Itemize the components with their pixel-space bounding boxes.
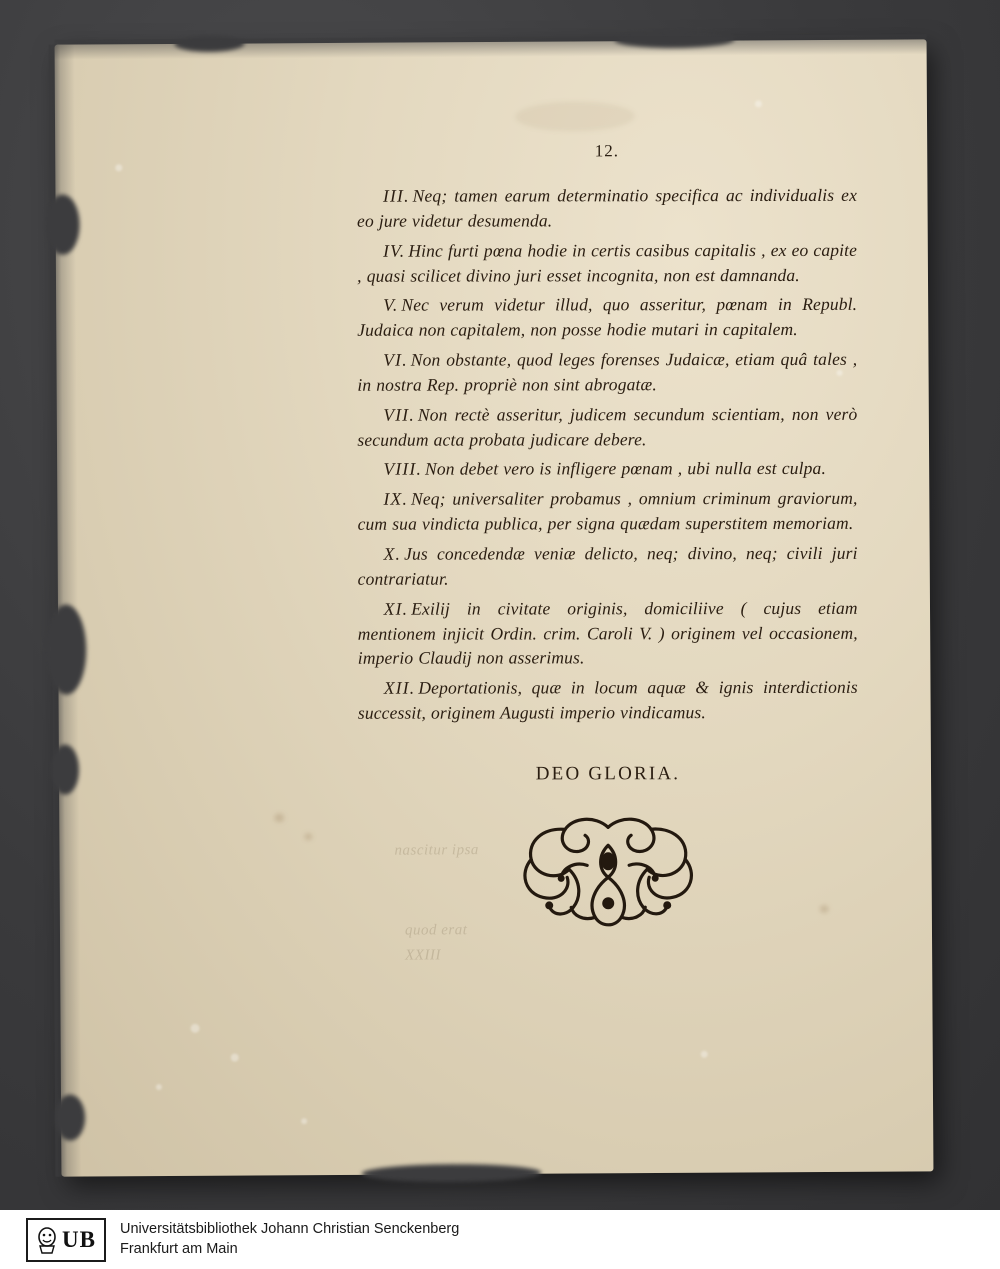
thesis-paragraph — [357, 402, 857, 453]
thesis-number: IX. — [383, 488, 409, 509]
paper-fiber — [301, 1118, 307, 1124]
show-through-text: quod erat — [404, 922, 468, 939]
show-through-text: XXIII — [405, 947, 441, 964]
show-through-text: nascitur ipsa — [394, 842, 479, 859]
paper-stain — [274, 813, 284, 822]
library-name-line1: Universitätsbibliothek Johann Christian Senckenberg — [120, 1220, 460, 1237]
library-name — [120, 1220, 459, 1259]
thesis-text: Neq; tamen earum determinatio specifica ac individualis ex eo jure videtur desumenda. — [357, 184, 858, 231]
library-name-line2: Frankfurt am Main — [120, 1240, 238, 1257]
paper-fiber — [115, 164, 122, 171]
thesis-number: V. — [383, 295, 399, 316]
thesis-text: Hinc furti pœna hodie in certis casibus capitalis , ex eo capite , quasi scilicet divino juri esset incognita, non est damnanda. — [357, 239, 858, 286]
thesis-number: XI. — [383, 598, 409, 619]
printed-text-block — [357, 141, 858, 942]
thesis-paragraph — [357, 347, 857, 398]
paper-edge-notch — [51, 745, 79, 795]
thesis-paragraph — [357, 238, 857, 289]
paper-edge-notch — [46, 604, 87, 694]
ub-logo-text: UB — [62, 1226, 96, 1252]
paper-edge-notch — [174, 36, 244, 52]
thesis-paragraph — [358, 596, 858, 671]
paper-edge-notch — [55, 1095, 85, 1141]
paper-edge-notch — [614, 32, 734, 49]
paper-fiber — [231, 1054, 239, 1062]
library-seal-icon — [36, 1226, 58, 1254]
thesis-number: VII. — [383, 404, 415, 425]
thesis-text: Nec verum videtur illud, quo asseritur, pœnam in Republ. Judaica non capitalem, non posse hodie mutari in capitalem. — [357, 294, 858, 340]
thesis-paragraph — [358, 541, 858, 592]
thesis-paragraph — [357, 456, 857, 482]
thesis-text: Neq; universaliter probamus , omnium criminum graviorum, cum sua vindicta publica, per signa quædam superstitem memoriam. — [357, 488, 858, 534]
thesis-text: Non debet vero is infligere pœnam , ubi nulla est culpa. — [425, 458, 827, 480]
thesis-text: Non obstante, quod leges forenses Judaicæ, etiam quâ tales , in nostra Rep. propriè non sint abrogatæ. — [357, 348, 858, 395]
printers-ornament-fleuron — [358, 811, 858, 942]
paper-edge-notch — [45, 195, 79, 255]
thesis-paragraph — [357, 292, 857, 343]
folio-number: 12. — [594, 141, 620, 161]
thesis-paragraph — [357, 486, 857, 537]
paper-fiber — [156, 1084, 162, 1090]
thesis-paragraph — [358, 675, 858, 726]
thesis-number: IV. — [383, 240, 406, 261]
thesis-number: III. — [382, 185, 410, 206]
thesis-number: VI. — [383, 349, 408, 370]
paper-leaf — [55, 39, 934, 1176]
paper-fiber — [755, 100, 762, 107]
thesis-paragraph — [357, 183, 857, 234]
thesis-text: Non rectè asseritur, judicem secundum scientiam, non verò secundum acta probata judicare debere. — [357, 403, 858, 450]
thesis-text: Deportationis, quæ in locum aquæ & ignis interdictionis successit, originem Augusti imperio vindicamus. — [357, 677, 858, 723]
paper-stain — [304, 833, 312, 840]
paper-fiber — [701, 1051, 708, 1058]
thesis-number: X. — [383, 543, 402, 564]
library-credit-bar — [0, 1210, 1000, 1269]
thesis-text: Exilij in civitate originis, domiciliive ( cujus etiam mentionem injicit Ordin. crim. Caroli V. ) originem vel occasionem, imperio Claudij non asserimus. — [357, 597, 858, 669]
thesis-number: VIII. — [383, 459, 423, 480]
paper-stain — [515, 101, 635, 132]
paper-edge-notch — [361, 1164, 541, 1183]
thesis-text: Jus concedendæ veniæ delicto, neq; divino, neq; civili juri contrariatur. — [357, 542, 858, 589]
ub-logo — [26, 1218, 106, 1262]
thesis-number: XII. — [383, 677, 416, 698]
paper-fiber — [191, 1024, 200, 1033]
colophon: DEO GLORIA. — [535, 763, 681, 785]
